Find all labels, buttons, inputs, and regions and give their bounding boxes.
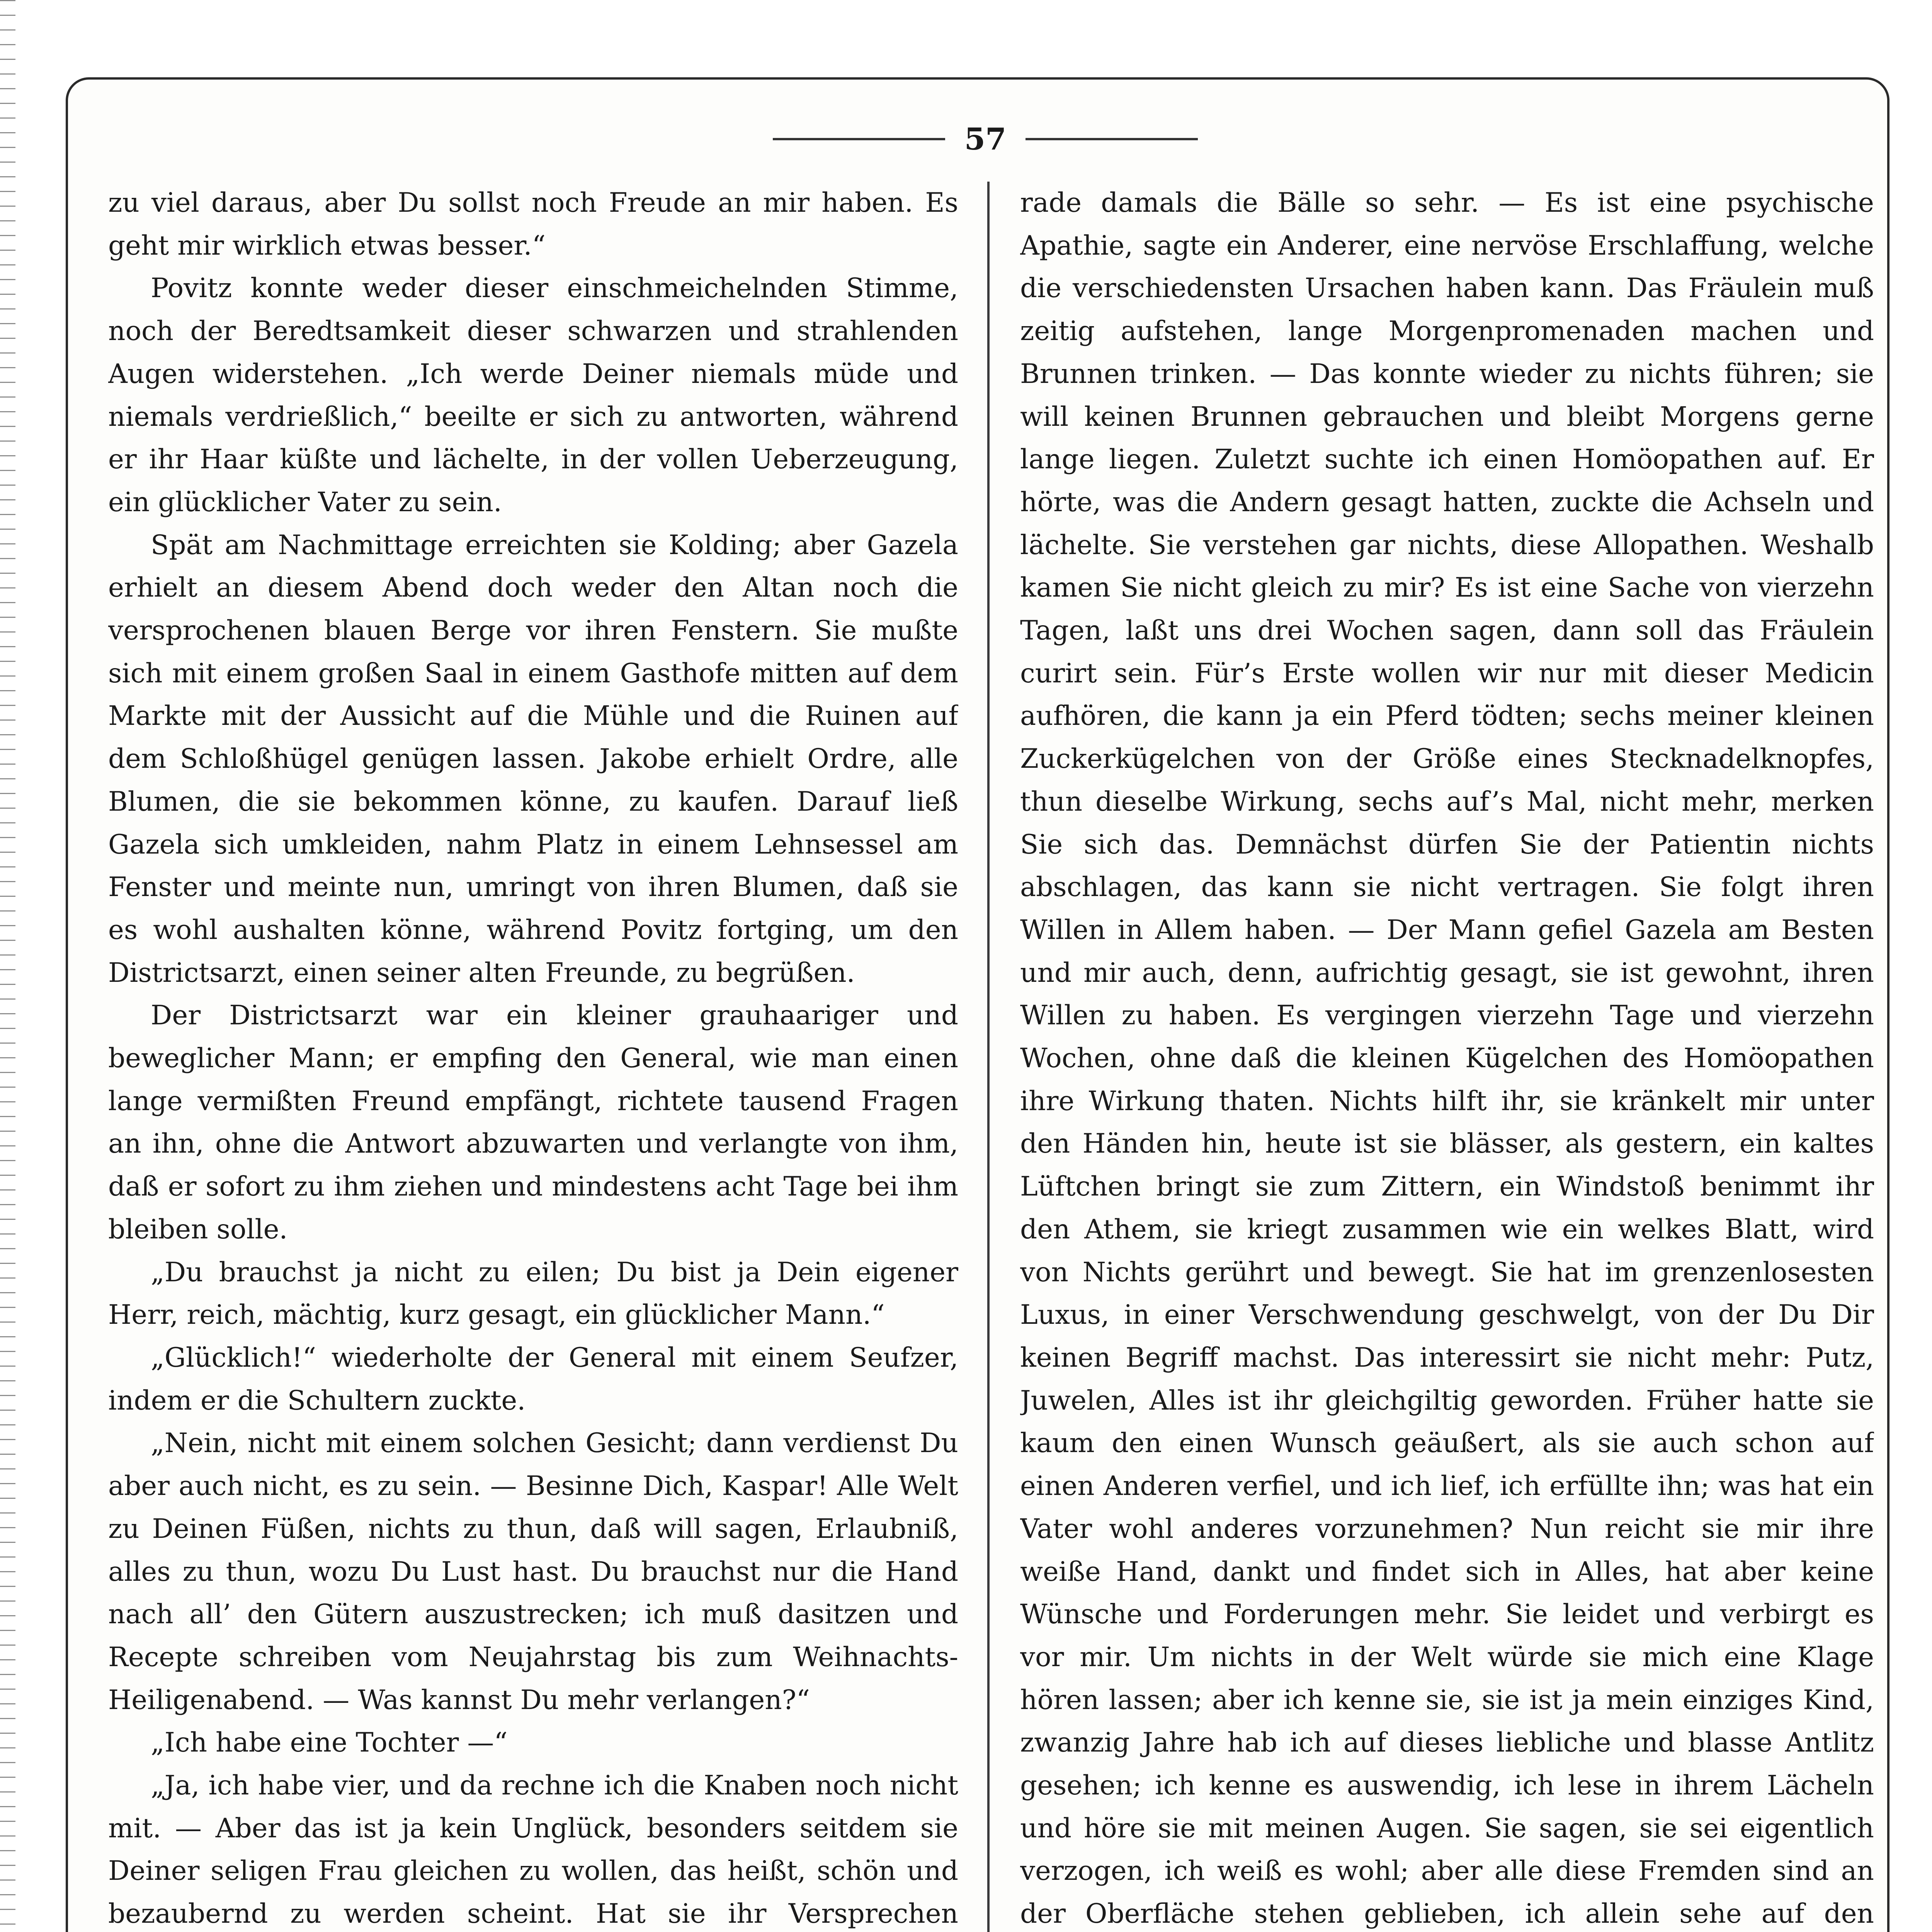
paragraph: Spät am Nachmittage erreichten sie Kolding; aber Gazela erhielt an diesem Abend doch weder den Altan noch die versprochenen blauen Berge vor ihren Fenstern. Sie mußte sich mit einem großen Saal in einem Gasthofe mitten auf dem Markte mit der Aussicht auf die Mühle und die Ruinen auf dem Schloßhügel genügen lassen. Jakobe erhielt Ordre, alle Blumen, die sie bekommen könne, zu kaufen. Darauf ließ Gazela sich umkleiden, nahm Platz in einem Lehnsessel am Fenster und meinte nun, umringt von ihren Blumen, daß sie es wohl aushalten könne, während Povitz fortging, um den Districtsarzt, einen seiner alten Freunde, zu begrüßen. [108, 529, 958, 988]
paragraph: „Nein, nicht mit einem solchen Gesicht; dann verdienst Du aber auch nicht, es zu sein. — Besinne Dich, Kaspar! Alle Welt zu Deinen Füßen, nichts zu thun, daß will sagen, Erlaubniß, alles zu thun, wozu Du Lust hast. Du brauchst nur die Hand nach all’ den Gütern auszustrecken; ich muß dasitzen und Recepte schreiben vom Neujahrstag bis zum Weihnachts-Heiligenabend. — Was kannst Du mehr verlangen?“ [108, 1428, 958, 1716]
page-edge-marks [0, 0, 15, 1932]
header-rule-left [773, 138, 945, 140]
paragraph: zu viel daraus, aber Du sollst noch Freude an mir haben. Es geht mir wirklich etwas besser.“ [108, 187, 958, 261]
header-rule-right [1026, 138, 1198, 140]
column-divider [987, 182, 990, 1932]
paragraph: „Ich habe eine Tochter —“ [151, 1727, 508, 1759]
paragraph: Der Districtsarzt war ein kleiner grauhaariger und beweglicher Mann; er empfing den General, wie man einen lange vermißten Freund empfängt, richtete tausend Fragen an ihn, ohne die Antwort abzuwarten und verlangte von ihm, daß er sofort zu ihm ziehen und mindestens acht Tage bei ihm bleiben solle. [108, 1000, 958, 1245]
paragraph: Povitz konnte weder dieser einschmeichelnden Stimme, noch der Beredtsamkeit dieser schwarzen und strahlenden Augen widerstehen. „Ich werde Deiner niemals müde und niemals verdrießlich,“ beeilte er sich zu antworten, während er ihr Haar küßte und lächelte, in der vollen Ueberzeugung, ein glücklicher Vater zu sein. [108, 273, 958, 518]
paragraph: „Ja, ich habe vier, und da rechne ich die Knaben noch nicht mit. — Aber das ist ja kein Unglück, besonders seitdem sie Deiner seligen Frau gleichen zu wollen, das heißt, schön und bezaubernd zu werden scheint. Hat sie ihr Versprechen [108, 1770, 958, 1930]
page-number: 57 [964, 121, 1007, 157]
paragraph: „Du brauchst ja nicht zu eilen; Du bist ja Dein eigener Herr, reich, mächtig, kurz gesagt, ein glücklicher Mann.“ [108, 1257, 958, 1331]
left-column [108, 182, 958, 1932]
right-column [1020, 182, 1874, 1932]
paragraph: rade damals die Bälle so sehr. — Es ist eine psychische Apathie, sagte ein Anderer, eine nervöse Erschlaffung, welche die verschiedensten Ursachen haben kann. Das Fräulein muß zeitig aufstehen, lange Morgenpromenaden machen und Brunnen trinken. — Das konnte wieder zu nichts führen; sie will keinen Brunnen gebrauchen und bleibt Morgens gerne lange liegen. Zuletzt suchte ich einen Homöopathen auf. Er hörte, was die Andern gesagt hatten, zuckte die Achseln und lächelte. Sie verstehen gar nichts, diese Allopathen. Weshalb kamen Sie nicht gleich zu mir? Es ist eine Sache von vierzehn Tagen, laßt uns drei Wochen sagen, dann soll das Fräulein curirt sein. Für’s Erste wollen wir nur mit dieser Medicin aufhören, die kann ja ein Pferd tödten; sechs meiner kleinen Zuckerkügelchen von der Größe eines Stecknadelknopfes, thun dieselbe Wirkung, sechs auf’s Mal, nicht mehr, merken Sie sich das. Demnächst dürfen Sie der Patientin nichts abschlagen, das kann sie nicht vertragen. Sie folgt ihren Willen in Allem haben. — Der Mann gefiel Gazela am Besten und mir auch, denn, aufrichtig gesagt, sie ist gewohnt, ihren Willen zu haben. Es vergingen vierzehn Tage und vierzehn Wochen, ohne daß die kleinen Kügelchen des Homöopathen ihre Wirkung thaten. Nichts hilft ihr, sie kränkelt mir unter den Händen hin, heute ist sie blässer, als gestern, ein kaltes Lüftchen bringt sie zum Zittern, ein Windstoß benimmt ihr den Athem, sie kriegt zusammen wie ein welkes Blatt, wird von Nichts gerührt und bewegt. Sie hat im grenzenlosesten Luxus, in einer Verschwendung geschwelgt, von der Du Dir keinen Begriff machst. Das interessirt sie nicht mehr: Putz, Juwelen, Alles ist ihr gleichgiltig geworden. Früher hatte sie kaum den einen Wunsch geäußert, als sie auch schon auf einen Anderen verfiel, und ich lief, ich erfüllte ihn; was hat ein Vater wohl anderes vorzunehmen? Nun reicht sie mir ihre weiße Hand, dankt und findet sich in Alles, hat aber keine Wünsche und Forderungen mehr. Sie leidet und verbirgt es vor mir. Um nichts in der Welt würde sie mich eine Klage hören lassen; aber ich kenne sie, sie ist ja mein einziges Kind, zwanzig Jahre hab ich auf dieses liebliche und blasse Antlitz gesehen; ich kenne es auswendig, ich lese in ihrem Lächeln und höre sie mit meinen Augen. Sie sagen, sie sei eigentlich verzogen, ich weiß es wohl; aber alle diese Fremden sind an der Oberfläche stehen geblieben, ich allein sehe auf den [1020, 187, 1874, 1930]
paragraph: „Glücklich!“ wiederholte der General mit einem Seufzer, indem er die Schultern zuckte. [108, 1342, 958, 1416]
page-header [773, 116, 1198, 162]
